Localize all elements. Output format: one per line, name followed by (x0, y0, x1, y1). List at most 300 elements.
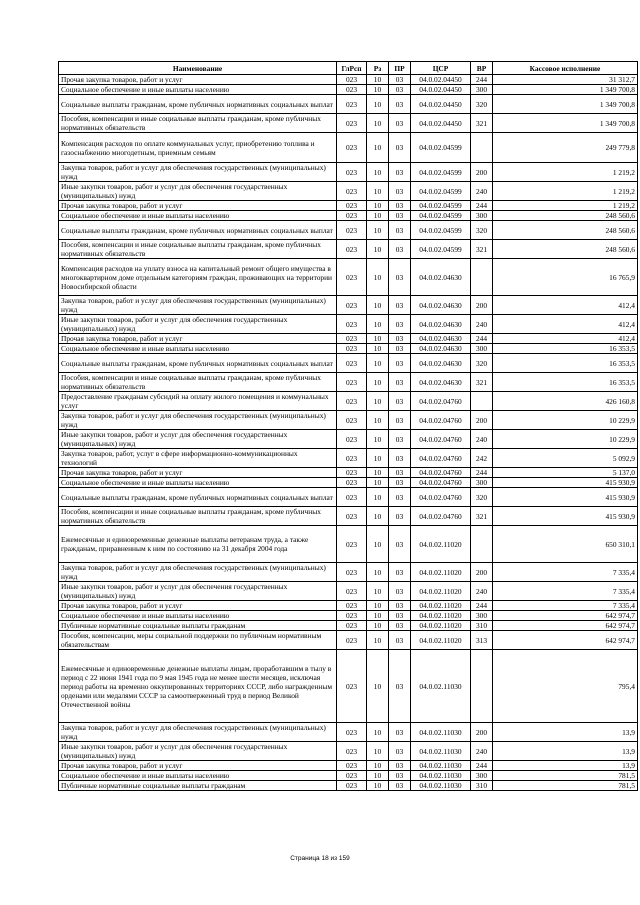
table-row (59, 781, 638, 791)
cell-execution: 13,9 (493, 723, 638, 742)
cell-glrsp: 023 (337, 344, 367, 354)
cell-vr: 320 (471, 354, 493, 373)
header-csr: ЦСР (411, 62, 471, 75)
cell-vr: 200 (471, 563, 493, 582)
cell-name: Пособия, компенсации и иные социальные выплаты гражданам, кроме публичных нормативных обязательств (59, 114, 337, 133)
cell-name: Социальное обеспечение и иные выплаты населению (59, 478, 337, 488)
cell-execution: 781,5 (493, 781, 638, 791)
cell-rz: 10 (367, 781, 389, 791)
cell-vr: 244 (471, 75, 493, 85)
cell-vr: 200 (471, 296, 493, 315)
cell-csr: 04.0.02.04760 (411, 430, 471, 449)
cell-pr: 03 (389, 468, 411, 478)
table-row (59, 259, 638, 296)
cell-glrsp: 023 (337, 315, 367, 334)
cell-execution: 10 229,9 (493, 411, 638, 430)
cell-csr: 04.0.02.04630 (411, 259, 471, 296)
cell-vr: 321 (471, 373, 493, 392)
table-row (59, 182, 638, 201)
table-row (59, 163, 638, 182)
table-row (59, 296, 638, 315)
cell-vr: 200 (471, 411, 493, 430)
cell-pr: 03 (389, 133, 411, 163)
cell-csr: 04.0.02.04599 (411, 163, 471, 182)
cell-name: Пособия, компенсации и иные социальные выплаты гражданам, кроме публичных нормативных обязательств (59, 373, 337, 392)
cell-pr: 03 (389, 211, 411, 221)
cell-csr: 04.0.02.04450 (411, 95, 471, 114)
table-row (59, 582, 638, 601)
cell-glrsp: 023 (337, 488, 367, 507)
cell-execution: 650 310,1 (493, 526, 638, 563)
cell-vr: 240 (471, 582, 493, 601)
table-row (59, 95, 638, 114)
cell-pr: 03 (389, 526, 411, 563)
cell-csr: 04.0.02.04450 (411, 75, 471, 85)
cell-rz: 10 (367, 354, 389, 373)
cell-vr: 240 (471, 182, 493, 201)
cell-rz: 10 (367, 133, 389, 163)
page-number: Страница 18 из 159 (290, 855, 350, 862)
cell-execution: 795,4 (493, 650, 638, 723)
cell-rz: 10 (367, 201, 389, 211)
cell-pr: 03 (389, 582, 411, 601)
cell-vr: 300 (471, 344, 493, 354)
cell-execution: 1 349 700,8 (493, 85, 638, 95)
cell-name: Закупка товаров, работ и услуг для обеспечения государственных (муниципальных) нужд (59, 163, 337, 182)
cell-rz: 10 (367, 723, 389, 742)
cell-pr: 03 (389, 259, 411, 296)
table-row (59, 771, 638, 781)
cell-vr: 320 (471, 488, 493, 507)
cell-name: Социальные выплаты гражданам, кроме публичных нормативных социальных выплат (59, 95, 337, 114)
cell-pr: 03 (389, 650, 411, 723)
cell-pr: 03 (389, 761, 411, 771)
cell-execution: 1 219,2 (493, 163, 638, 182)
cell-pr: 03 (389, 95, 411, 114)
cell-glrsp: 023 (337, 85, 367, 95)
table-row (59, 631, 638, 650)
cell-vr: 240 (471, 430, 493, 449)
cell-glrsp: 023 (337, 563, 367, 582)
cell-execution: 16 353,5 (493, 373, 638, 392)
cell-vr: 244 (471, 601, 493, 611)
table-header-row (59, 62, 638, 75)
cell-rz: 10 (367, 373, 389, 392)
cell-csr: 04.0.02.04760 (411, 449, 471, 468)
cell-rz: 10 (367, 259, 389, 296)
header-glrsp: ГлРсп (337, 62, 367, 75)
cell-pr: 03 (389, 240, 411, 259)
cell-vr (471, 392, 493, 411)
table-row (59, 315, 638, 334)
cell-rz: 10 (367, 334, 389, 344)
cell-rz: 10 (367, 761, 389, 771)
table-row (59, 611, 638, 621)
cell-csr: 04.0.02.11030 (411, 781, 471, 791)
cell-vr (471, 526, 493, 563)
cell-glrsp: 023 (337, 221, 367, 240)
cell-name: Пособия, компенсации, меры социальной поддержки по публичным нормативным обязательствам (59, 631, 337, 650)
cell-name: Закупка товаров, работ, услуг в сфере информационно-коммуникационных технологий (59, 449, 337, 468)
cell-pr: 03 (389, 373, 411, 392)
cell-csr: 04.0.02.04630 (411, 344, 471, 354)
cell-name: Компенсация расходов на уплату взноса на капитальный ремонт общего имущества в многоквартирном доме отдельным категориям граждан, проживающих на территории Новосибирской области (59, 259, 337, 296)
cell-name: Социальное обеспечение и иные выплаты населению (59, 85, 337, 95)
cell-execution: 412,4 (493, 315, 638, 334)
cell-csr: 04.0.02.11020 (411, 611, 471, 621)
cell-pr: 03 (389, 771, 411, 781)
cell-glrsp: 023 (337, 742, 367, 761)
cell-rz: 10 (367, 582, 389, 601)
cell-vr: 244 (471, 201, 493, 211)
cell-pr: 03 (389, 430, 411, 449)
cell-rz: 10 (367, 771, 389, 781)
cell-rz: 10 (367, 182, 389, 201)
cell-name: Пособия, компенсации и иные социальные выплаты гражданам, кроме публичных нормативных обязательств (59, 507, 337, 526)
cell-execution: 7 335,4 (493, 563, 638, 582)
cell-rz: 10 (367, 75, 389, 85)
cell-vr: 300 (471, 771, 493, 781)
cell-name: Иные закупки товаров, работ и услуг для обеспечения государственных (муниципальных) нужд (59, 315, 337, 334)
cell-vr: 320 (471, 221, 493, 240)
cell-rz: 10 (367, 650, 389, 723)
cell-vr (471, 650, 493, 723)
cell-execution: 13,9 (493, 761, 638, 771)
cell-rz: 10 (367, 468, 389, 478)
cell-glrsp: 023 (337, 723, 367, 742)
cell-rz: 10 (367, 163, 389, 182)
cell-csr: 04.0.02.11030 (411, 723, 471, 742)
cell-rz: 10 (367, 621, 389, 631)
cell-csr: 04.0.02.11020 (411, 563, 471, 582)
table-row (59, 507, 638, 526)
cell-vr: 300 (471, 85, 493, 95)
cell-csr: 04.0.02.11020 (411, 631, 471, 650)
header-rz: Рз (367, 62, 389, 75)
cell-pr: 03 (389, 563, 411, 582)
cell-csr: 04.0.02.04760 (411, 411, 471, 430)
cell-glrsp: 023 (337, 601, 367, 611)
cell-pr: 03 (389, 392, 411, 411)
cell-name: Закупка товаров, работ и услуг для обеспечения государственных (муниципальных) нужд (59, 411, 337, 430)
cell-rz: 10 (367, 221, 389, 240)
cell-pr: 03 (389, 723, 411, 742)
cell-glrsp: 023 (337, 478, 367, 488)
cell-pr: 03 (389, 114, 411, 133)
cell-vr: 200 (471, 163, 493, 182)
cell-pr: 03 (389, 221, 411, 240)
cell-csr: 04.0.02.04630 (411, 315, 471, 334)
cell-execution: 13,9 (493, 742, 638, 761)
cell-name: Ежемесячные и единовременные денежные выплаты лицам, проработавшим в тылу в период с 22 июня 1941 года по 9 мая 1945 года не менее шести месяцев, исключая период работы на временно оккупированных территориях СССР, либо награжденным орденами или медалями СССР за самоотверженный труд в период Великой Отечественной войны (59, 650, 337, 723)
table-row (59, 478, 638, 488)
cell-pr: 03 (389, 163, 411, 182)
cell-csr: 04.0.02.04630 (411, 334, 471, 344)
cell-csr: 04.0.02.04599 (411, 182, 471, 201)
cell-name: Социальные выплаты гражданам, кроме публичных нормативных социальных выплат (59, 354, 337, 373)
cell-execution: 1 349 700,8 (493, 95, 638, 114)
cell-name: Иные закупки товаров, работ и услуг для обеспечения государственных (муниципальных) нужд (59, 430, 337, 449)
cell-rz: 10 (367, 631, 389, 650)
cell-vr: 300 (471, 611, 493, 621)
cell-name: Прочая закупка товаров, работ и услуг (59, 468, 337, 478)
cell-execution: 5 092,9 (493, 449, 638, 468)
cell-glrsp: 023 (337, 631, 367, 650)
cell-csr: 04.0.02.04599 (411, 240, 471, 259)
cell-execution: 249 779,8 (493, 133, 638, 163)
cell-vr: 200 (471, 723, 493, 742)
cell-name: Прочая закупка товаров, работ и услуг (59, 75, 337, 85)
cell-vr: 300 (471, 478, 493, 488)
cell-vr: 242 (471, 449, 493, 468)
cell-csr: 04.0.02.11030 (411, 650, 471, 723)
table-row (59, 221, 638, 240)
table-row (59, 354, 638, 373)
table-row (59, 75, 638, 85)
table-row (59, 723, 638, 742)
table-row (59, 373, 638, 392)
cell-execution: 412,4 (493, 334, 638, 344)
cell-execution: 1 219,2 (493, 182, 638, 201)
cell-name: Иные закупки товаров, работ и услуг для обеспечения государственных (муниципальных) нужд (59, 182, 337, 201)
cell-csr: 04.0.02.04760 (411, 478, 471, 488)
header-execution: Кассовое исполнение (493, 62, 638, 75)
cell-rz: 10 (367, 526, 389, 563)
cell-glrsp: 023 (337, 761, 367, 771)
cell-csr: 04.0.02.11030 (411, 742, 471, 761)
cell-rz: 10 (367, 315, 389, 334)
cell-glrsp: 023 (337, 114, 367, 133)
cell-execution: 10 229,9 (493, 430, 638, 449)
table-row (59, 488, 638, 507)
cell-vr (471, 259, 493, 296)
table-row (59, 201, 638, 211)
cell-vr: 240 (471, 742, 493, 761)
cell-vr: 244 (471, 761, 493, 771)
header-name: Наименование (59, 62, 337, 75)
cell-glrsp: 023 (337, 240, 367, 259)
cell-glrsp: 023 (337, 334, 367, 344)
cell-glrsp: 023 (337, 392, 367, 411)
cell-pr: 03 (389, 507, 411, 526)
cell-glrsp: 023 (337, 507, 367, 526)
cell-execution: 16 765,9 (493, 259, 638, 296)
cell-name: Закупка товаров, работ и услуг для обеспечения государственных (муниципальных) нужд (59, 563, 337, 582)
cell-pr: 03 (389, 742, 411, 761)
cell-execution: 1 219,2 (493, 201, 638, 211)
cell-glrsp: 023 (337, 259, 367, 296)
cell-execution: 248 560,6 (493, 221, 638, 240)
cell-csr: 04.0.02.04599 (411, 201, 471, 211)
cell-csr: 04.0.02.11020 (411, 621, 471, 631)
cell-name: Прочая закупка товаров, работ и услуг (59, 201, 337, 211)
cell-execution: 415 930,9 (493, 488, 638, 507)
cell-name: Социальное обеспечение и иные выплаты населению (59, 771, 337, 781)
cell-csr: 04.0.02.04760 (411, 507, 471, 526)
cell-pr: 03 (389, 601, 411, 611)
cell-rz: 10 (367, 611, 389, 621)
table-row (59, 430, 638, 449)
cell-execution: 7 335,4 (493, 601, 638, 611)
cell-name: Социальные выплаты гражданам, кроме публичных нормативных социальных выплат (59, 221, 337, 240)
cell-name: Компенсация расходов по оплате коммунальных услуг, приобретению топлива и газоснабжению многодетным, приемным семьям (59, 133, 337, 163)
cell-name: Прочая закупка товаров, работ и услуг (59, 761, 337, 771)
cell-pr: 03 (389, 631, 411, 650)
cell-glrsp: 023 (337, 468, 367, 478)
cell-vr: 321 (471, 114, 493, 133)
cell-execution: 781,5 (493, 771, 638, 781)
table-row (59, 334, 638, 344)
cell-glrsp: 023 (337, 781, 367, 791)
cell-csr: 04.0.02.04760 (411, 392, 471, 411)
cell-name: Иные закупки товаров, работ и услуг для обеспечения государственных (муниципальных) нужд (59, 742, 337, 761)
cell-name: Социальное обеспечение и иные выплаты населению (59, 211, 337, 221)
cell-glrsp: 023 (337, 411, 367, 430)
cell-name: Прочая закупка товаров, работ и услуг (59, 334, 337, 344)
cell-execution: 415 930,9 (493, 478, 638, 488)
cell-execution: 5 137,0 (493, 468, 638, 478)
table-row (59, 526, 638, 563)
table-row (59, 240, 638, 259)
cell-csr: 04.0.02.04760 (411, 468, 471, 478)
cell-rz: 10 (367, 95, 389, 114)
cell-rz: 10 (367, 478, 389, 488)
cell-pr: 03 (389, 75, 411, 85)
cell-execution: 7 335,4 (493, 582, 638, 601)
cell-glrsp: 023 (337, 582, 367, 601)
cell-glrsp: 023 (337, 354, 367, 373)
cell-vr: 313 (471, 631, 493, 650)
cell-glrsp: 023 (337, 163, 367, 182)
cell-csr: 04.0.02.11030 (411, 771, 471, 781)
table-row (59, 411, 638, 430)
cell-rz: 10 (367, 430, 389, 449)
cell-pr: 03 (389, 621, 411, 631)
cell-execution: 16 353,5 (493, 354, 638, 373)
cell-glrsp: 023 (337, 75, 367, 85)
cell-glrsp: 023 (337, 182, 367, 201)
cell-name: Закупка товаров, работ и услуг для обеспечения государственных (муниципальных) нужд (59, 296, 337, 315)
cell-glrsp: 023 (337, 95, 367, 114)
header-vr: ВР (471, 62, 493, 75)
cell-vr: 321 (471, 240, 493, 259)
cell-pr: 03 (389, 611, 411, 621)
cell-glrsp: 023 (337, 621, 367, 631)
cell-rz: 10 (367, 488, 389, 507)
cell-glrsp: 023 (337, 430, 367, 449)
cell-csr: 04.0.02.04630 (411, 354, 471, 373)
cell-pr: 03 (389, 354, 411, 373)
cell-name: Закупка товаров, работ и услуг для обеспечения государственных (муниципальных) нужд (59, 723, 337, 742)
cell-csr: 04.0.02.11030 (411, 761, 471, 771)
cell-glrsp: 023 (337, 771, 367, 781)
header-pr: ПР (389, 62, 411, 75)
table-row (59, 344, 638, 354)
cell-rz: 10 (367, 411, 389, 430)
cell-name: Публичные нормативные социальные выплаты гражданам (59, 621, 337, 631)
table-row (59, 601, 638, 611)
cell-pr: 03 (389, 478, 411, 488)
cell-csr: 04.0.02.04630 (411, 296, 471, 315)
cell-name: Пособия, компенсации и иные социальные выплаты гражданам, кроме публичных нормативных обязательств (59, 240, 337, 259)
cell-pr: 03 (389, 411, 411, 430)
cell-rz: 10 (367, 344, 389, 354)
cell-name: Социальные выплаты гражданам, кроме публичных нормативных социальных выплат (59, 488, 337, 507)
cell-glrsp: 023 (337, 201, 367, 211)
cell-vr: 320 (471, 95, 493, 114)
cell-csr: 04.0.02.04450 (411, 85, 471, 95)
cell-glrsp: 023 (337, 526, 367, 563)
cell-name: Публичные нормативные социальные выплаты гражданам (59, 781, 337, 791)
cell-pr: 03 (389, 781, 411, 791)
cell-execution: 248 560,6 (493, 240, 638, 259)
cell-name: Социальное обеспечение и иные выплаты населению (59, 344, 337, 354)
cell-rz: 10 (367, 392, 389, 411)
cell-vr: 240 (471, 315, 493, 334)
cell-csr: 04.0.02.11020 (411, 526, 471, 563)
cell-vr: 321 (471, 507, 493, 526)
cell-glrsp: 023 (337, 211, 367, 221)
cell-execution: 1 349 700,8 (493, 114, 638, 133)
table-row (59, 85, 638, 95)
cell-csr: 04.0.02.04599 (411, 211, 471, 221)
cell-name: Предоставление гражданам субсидий на оплату жилого помещения и коммунальных услуг (59, 392, 337, 411)
cell-execution: 16 353,5 (493, 344, 638, 354)
cell-rz: 10 (367, 85, 389, 95)
cell-vr: 310 (471, 621, 493, 631)
table-row (59, 650, 638, 723)
cell-csr: 04.0.02.11020 (411, 601, 471, 611)
cell-execution: 642 974,7 (493, 611, 638, 621)
table-body (59, 75, 638, 791)
cell-execution: 642 974,7 (493, 631, 638, 650)
cell-pr: 03 (389, 182, 411, 201)
cell-rz: 10 (367, 296, 389, 315)
table-row (59, 133, 638, 163)
cell-execution: 426 160,8 (493, 392, 638, 411)
cell-rz: 10 (367, 563, 389, 582)
cell-name: Иные закупки товаров, работ и услуг для обеспечения государственных (муниципальных) нужд (59, 582, 337, 601)
budget-table (58, 61, 638, 791)
cell-pr: 03 (389, 449, 411, 468)
cell-pr: 03 (389, 296, 411, 315)
cell-pr: 03 (389, 334, 411, 344)
cell-vr (471, 133, 493, 163)
table-row (59, 761, 638, 771)
cell-execution: 415 930,9 (493, 507, 638, 526)
table-row (59, 449, 638, 468)
cell-execution: 31 312,7 (493, 75, 638, 85)
cell-rz: 10 (367, 507, 389, 526)
cell-csr: 04.0.02.04599 (411, 133, 471, 163)
cell-name: Социальное обеспечение и иные выплаты населению (59, 611, 337, 621)
cell-pr: 03 (389, 488, 411, 507)
cell-pr: 03 (389, 315, 411, 334)
cell-rz: 10 (367, 211, 389, 221)
cell-csr: 04.0.02.04450 (411, 114, 471, 133)
cell-glrsp: 023 (337, 373, 367, 392)
cell-rz: 10 (367, 601, 389, 611)
cell-vr: 244 (471, 334, 493, 344)
cell-pr: 03 (389, 201, 411, 211)
cell-rz: 10 (367, 240, 389, 259)
cell-csr: 04.0.02.04760 (411, 488, 471, 507)
cell-vr: 244 (471, 468, 493, 478)
table-row (59, 392, 638, 411)
table-row (59, 468, 638, 478)
cell-glrsp: 023 (337, 611, 367, 621)
table-row (59, 742, 638, 761)
